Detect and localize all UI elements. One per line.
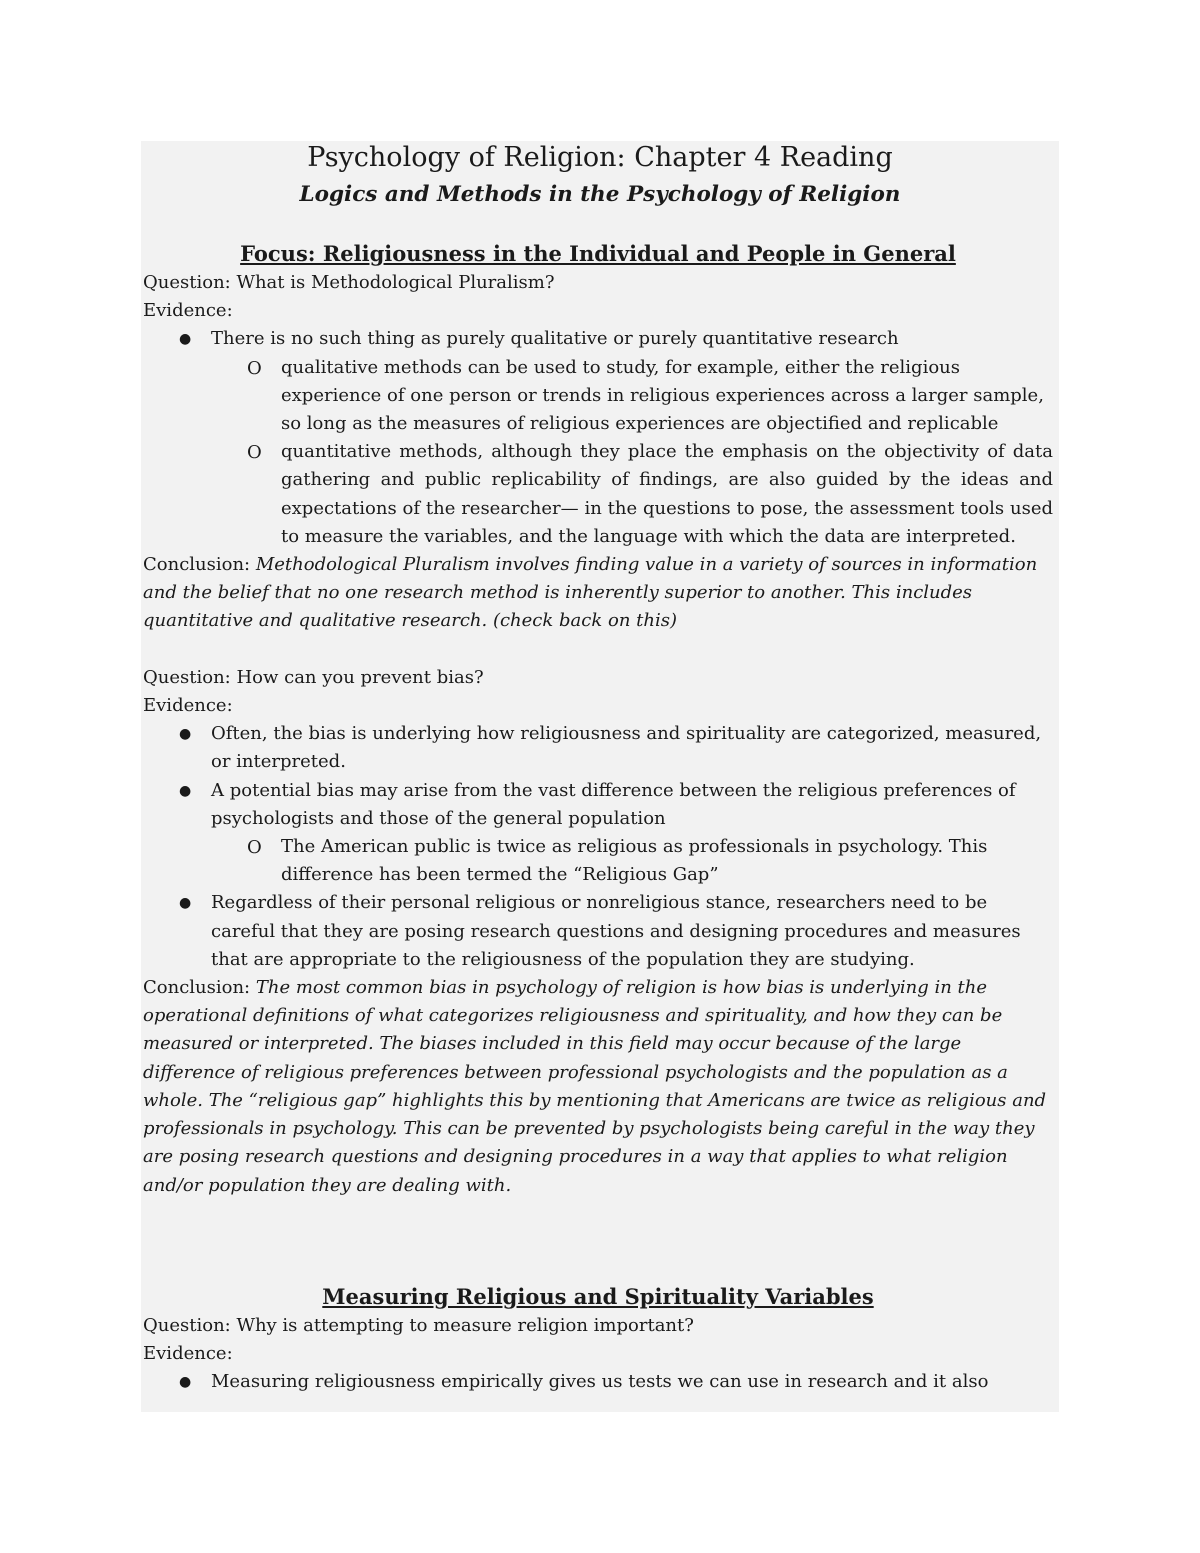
- circle-bullet-icon: O: [247, 837, 262, 859]
- list-item-text: Regardless of their personal religious or nonreligious stance, researchers need to be careful that they are posing research questions and designing procedures and measures that are appropriate to the religiousness of the population they are studying.: [211, 892, 1021, 970]
- evidence-label: Evidence:: [143, 1343, 233, 1365]
- list-item-text: A potential bias may arise from the vast difference between the religious preferences of psychologists and those of the general population: [211, 779, 1016, 829]
- document-title: Psychology of Religion: Chapter 4 Reading: [307, 142, 893, 173]
- list-item: [143, 720, 1053, 776]
- sub-list-item-text: The American public is twice as religious as professionals in psychology. This difference has been termed the “Religious Gap”: [281, 836, 988, 886]
- list-item-text: There is no such thing as purely qualitative or purely quantitative research: [211, 328, 899, 350]
- bullet-icon: ●: [179, 331, 192, 348]
- bullet-icon: ●: [179, 895, 192, 912]
- section-heading-focus: Focus: Religiousness in the Individual and People in General: [240, 241, 956, 266]
- bullet-icon: ●: [179, 1374, 192, 1391]
- conclusion-paragraph: [143, 551, 1053, 636]
- question-measure-religion: Question: Why is attempting to measure religion important?: [143, 1315, 694, 1336]
- evidence-list: [143, 325, 1053, 551]
- conclusion-label: Conclusion:: [143, 977, 256, 999]
- conclusion-label: Conclusion:: [143, 554, 256, 576]
- document-subtitle: Logics and Methods in the Psychology of Religion: [299, 182, 901, 207]
- evidence-label: Evidence:: [143, 300, 233, 322]
- bullet-icon: ●: [179, 782, 192, 799]
- section-heading-measuring: Measuring Religious and Spirituality Variables: [322, 1284, 874, 1309]
- section-focus: [143, 239, 1053, 1200]
- evidence-label: Evidence:: [143, 695, 233, 717]
- document-page: [141, 141, 1059, 1412]
- sub-list-item: [143, 354, 1053, 439]
- sub-list: [211, 354, 1053, 551]
- section-measuring: [143, 1282, 1053, 1397]
- evidence-list: [143, 1368, 1053, 1396]
- list-item: [143, 889, 1053, 974]
- circle-bullet-icon: O: [247, 442, 262, 464]
- sub-list-item: [143, 438, 1053, 551]
- circle-bullet-icon: O: [247, 357, 262, 379]
- sub-list-item-text: quantitative methods, although they place the emphasis on the objectivity of data gathering and public replicability of findings, are also guided by the ideas and expectations of the researcher— in the questions to pose, the assessment tools used to measure the variables, and the language with which the data are interpreted.: [281, 441, 1053, 547]
- list-item: [143, 1368, 1053, 1396]
- evidence-list: [143, 720, 1053, 974]
- conclusion-text: The most common bias in psychology of religion is how bias is underlying in the operational definitions of what categorizes religiousness and spirituality, and how they can be measured or interpreted. The biases included in this field may occur because of the large difference of religious preferences between professional psychologists and the population as a whole. The “religious gap” highlights this by mentioning that Americans are twice as religious and professionals in psychology. This can be prevented by psychologists being careful in the way they are posing research questions and designing procedures in a way that applies to what religion and/or population they are dealing with.: [143, 977, 1047, 1196]
- bullet-icon: ●: [179, 726, 192, 743]
- list-item-text: Measuring religiousness empirically gives us tests we can use in research and it also: [211, 1371, 989, 1393]
- conclusion-paragraph: [143, 974, 1053, 1200]
- list-item: [143, 777, 1053, 890]
- blank-line: [143, 636, 1053, 664]
- sub-list: [211, 833, 1053, 889]
- sub-list-item-text: qualitative methods can be used to study, for example, either the religious experience of one person or trends in religious experiences across a larger sample, so long as the measures of religious experiences are objectified and replicable: [281, 356, 1044, 435]
- conclusion-text: Methodological Pluralism involves finding value in a variety of sources in information and the belief that no one research method is inherently superior to another. This includes quantitative and qualitative research. (check back on this): [143, 554, 1038, 632]
- question-prevent-bias: Question: How can you prevent bias?: [143, 666, 484, 688]
- sub-list-item: [143, 833, 1053, 889]
- list-item-text: Often, the bias is underlying how religiousness and spirituality are categorized, measured, or interpreted.: [211, 723, 1042, 773]
- question-methodological-pluralism: Question: What is Methodological Pluralism?: [143, 272, 555, 293]
- list-item: [143, 325, 1053, 551]
